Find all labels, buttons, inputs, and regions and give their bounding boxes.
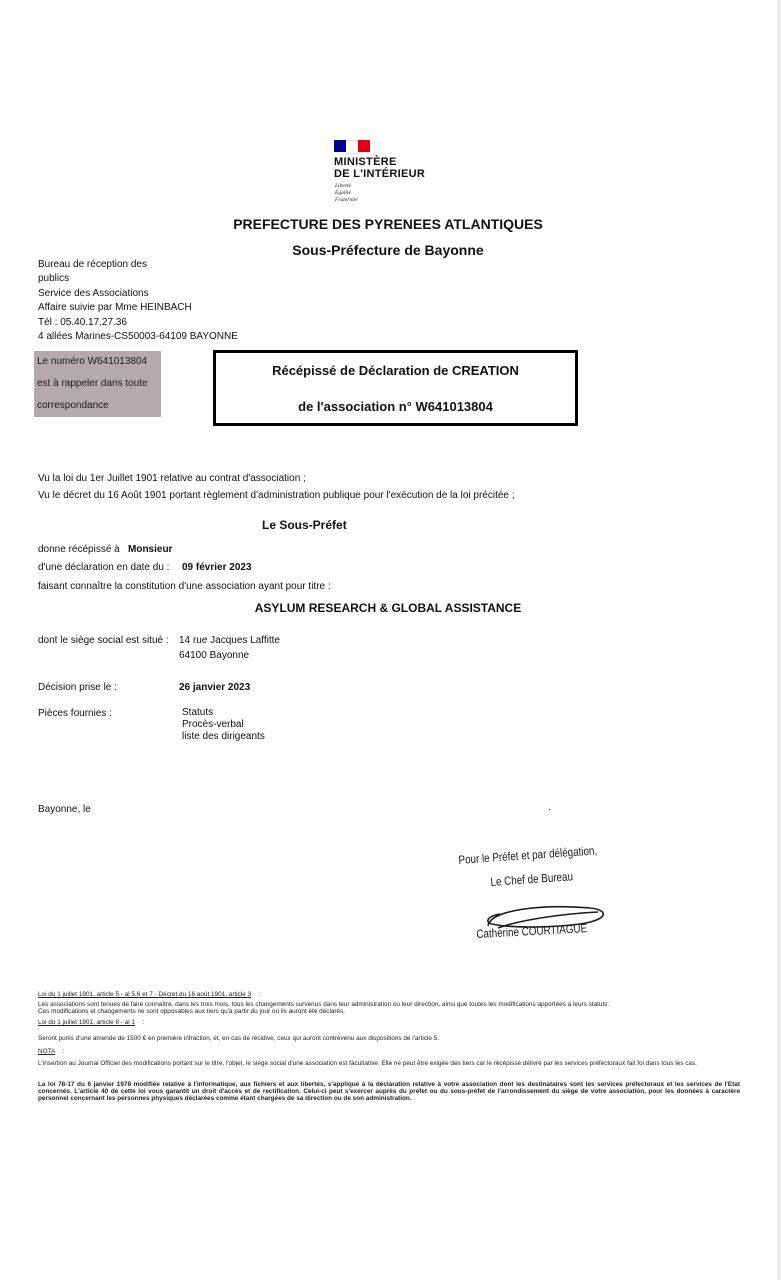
pieces-label: Pièces fournies :: [38, 708, 112, 719]
page-edge: [777, 0, 781, 1280]
pieces-list: [182, 707, 265, 743]
piece-item: Statuts: [182, 707, 214, 718]
signature-line2: Le Chef de Bureau: [490, 869, 574, 889]
decision-label: Décision prise le :: [38, 682, 117, 693]
nota-text: L'insertion au Journal Officiel des modifications portant sur le titre, l'objet, le siège social d'une association est facultative. Elle ne peut être exigée des tiers car le récépissé délivré par les services préfectoraux fait foi dans tous les cas.: [38, 1060, 697, 1067]
declaration-label: d'une déclaration en date du :: [38, 562, 170, 573]
law2-colon: :: [142, 1019, 145, 1026]
law2-title: Loi du 1 juillet 1901, article 8 - al 1: [38, 1019, 135, 1026]
declaration-date: 09 février 2023: [182, 562, 252, 573]
law1-text2: Ces modifications et changements ne sont opposables aux tiers qu'à partir du jour où ils auront été déclarés.: [38, 1008, 346, 1015]
nota-colon: :: [62, 1048, 65, 1055]
bureau-line: publics: [38, 273, 70, 285]
signature-line1: Pour le Préfet et par délégation,: [458, 843, 598, 867]
piece-item: Procès-verbal: [182, 719, 244, 730]
bureau-line: 4 allées Marines-CS50003-64109 BAYONNE: [38, 331, 238, 343]
recepisse-box: [213, 350, 578, 426]
law1-text: Les associations sont tenues de faire connaître, dans les trois mois, tous les changements survenus dans leur administration ou leur direction, ainsi que toutes les modifications apportées à leurs statuts.: [38, 1001, 610, 1008]
law1-reference: [38, 991, 261, 998]
bureau-line: Tél : 05.40.17.27.36: [38, 316, 127, 328]
reference-line: est à rappeler dans toute: [34, 373, 161, 395]
nota-reference: [38, 1048, 65, 1055]
bureau-line: Bureau de réception des: [38, 259, 147, 270]
law2-reference: [38, 1019, 145, 1026]
authority-title: Le Sous-Préfet: [262, 518, 347, 532]
recepisse-number: de l'association n° W641013804: [298, 399, 493, 414]
bureau-line: Service des Associations: [38, 287, 149, 299]
bureau-line: Affaire suivie par Mme HEINBACH: [38, 302, 192, 314]
motto-liberte: Liberté: [335, 183, 351, 189]
place-date: Bayonne, le: [38, 804, 91, 815]
prefecture-title: PREFECTURE DES PYRENEES ATLANTIQUES: [233, 216, 543, 232]
association-name: ASYLUM RESEARCH & GLOBAL ASSISTANCE: [254, 601, 522, 615]
law1-title: Loi du 1 juillet 1901, article 5 - al 5,6 et 7 - Décret du 16 août 1901, article 3: [38, 991, 252, 998]
nota-title: NOTA: [38, 1048, 55, 1055]
ministry-line1: MINISTÈRE: [334, 156, 397, 168]
reference-line: Le numéro W641013804: [34, 351, 161, 373]
ministry-line2: DE L'INTÉRIEUR: [334, 168, 426, 180]
cnil-text: La loi 78-17 du 6 janvier 1978 modifiée relative à l'informatique, aux fichiers et aux libertés, s'applique à la déclaration relative à votre association dont les destinataires sont les services préfectoraux et les services de l'Etat concernés. L'article 40 de cette loi vous garantit un droit d'accès et de rectification. Celui-ci peut s'exercer auprès du préfet ou du sous-préfet de l'arrondissement du siège de votre association, pour les données à caractère personnel concernant les personnes physiques déclarées comme étant chargées de sa direction ou de son administration.: [38, 1081, 740, 1103]
ministry-logo: [334, 140, 444, 208]
reference-line: correspondance: [34, 395, 161, 417]
recepisse-title: Récépissé de Déclaration de CREATION: [272, 363, 519, 378]
siege-address-line1: 14 rue Jacques Laffitte: [179, 635, 280, 646]
motto-egalite: Égalité: [335, 190, 351, 196]
donne-value: Monsieur: [128, 544, 173, 555]
constitution-text: faisant connaître la constitution d'une association ayant pour titre :: [38, 581, 331, 592]
siege-address-line2: 64100 Bayonne: [179, 650, 250, 661]
law1-colon: :: [258, 991, 261, 998]
vu-loi-1901: Vu la loi du 1er Juillet 1901 relative au contrat d'association ;: [38, 473, 306, 484]
place-dot: .: [548, 802, 551, 813]
law2-text: Seront punis d'une amende de 1500 € en première infraction, et, en cas de récidive, ceux qui auront contrevenu aux dispositions de l'article 5.: [38, 1035, 440, 1042]
bureau-address: [38, 258, 278, 344]
piece-item: liste des dirigeants: [182, 731, 265, 742]
motto-fraternite: Fraternité: [335, 197, 358, 203]
signature-stamp: [452, 845, 622, 955]
marianne-flag-icon: [334, 140, 370, 152]
vu-decret-1901: Vu le décret du 16 Août 1901 portant règlement d'administration publique pour l'exécution de la loi précitée ;: [38, 490, 515, 501]
signatory-name: Catherine COURTIAGUE: [476, 921, 588, 941]
donne-label: donne récépissé à: [38, 544, 120, 555]
siege-label: dont le siège social est situé :: [38, 635, 169, 646]
sous-prefecture-title: Sous-Préfecture de Bayonne: [292, 242, 484, 258]
decision-date: 26 janvier 2023: [179, 682, 251, 693]
